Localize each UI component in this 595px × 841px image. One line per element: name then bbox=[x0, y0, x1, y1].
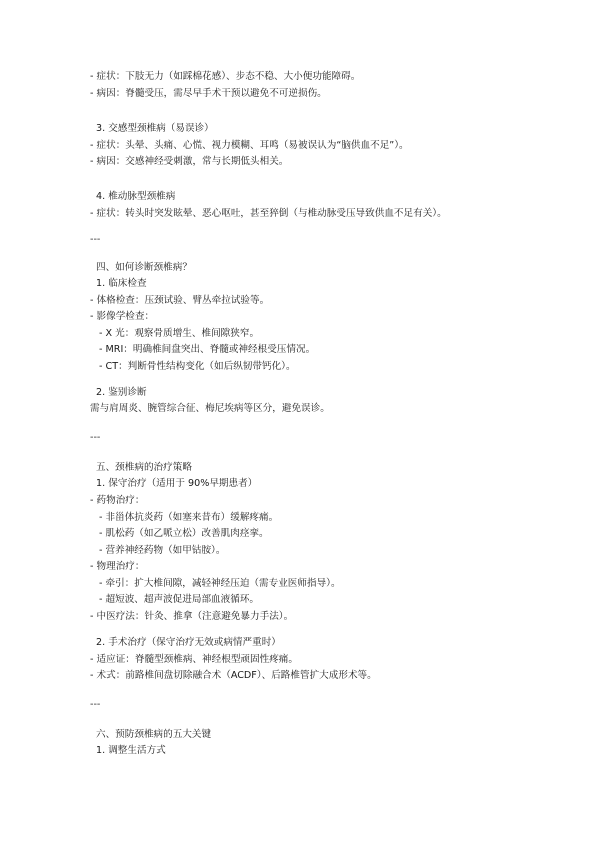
text-line: - 药物治疗： bbox=[90, 495, 145, 506]
text-line: - 非甾体抗炎药（如塞来昔布）缓解疼痛。 bbox=[99, 512, 279, 523]
section-heading: 4. 椎动脉型颈椎病 bbox=[96, 191, 176, 202]
section-heading: 1. 保守治疗（适用于 90%早期患者） bbox=[96, 478, 258, 489]
text-line: 需与肩周炎、腕管综合征、梅尼埃病等区分，避免误诊。 bbox=[90, 403, 330, 414]
separator: --- bbox=[90, 234, 101, 245]
chapter-heading: 六、预防颈椎病的五大关键 bbox=[96, 729, 212, 740]
separator: --- bbox=[90, 699, 101, 710]
section-heading: 2. 手术治疗（保守治疗无效或病情严重时） bbox=[96, 637, 281, 648]
text-line: - MRI：明确椎间盘突出、脊髓或神经根受压情况。 bbox=[99, 344, 316, 355]
text-line: - 症状：下肢无力（如踩棉花感）、步态不稳、大小便功能障碍。 bbox=[90, 71, 361, 82]
text-line: - 症状：头晕、头痛、心慌、视力模糊、耳鸣（易被误认为“脑供血不足”）。 bbox=[90, 140, 409, 151]
section-heading: 1. 临床检查 bbox=[96, 278, 147, 289]
text-line: - X 光：观察骨质增生、椎间隙狭窄。 bbox=[99, 328, 260, 339]
text-line: - 营养神经药物（如甲钴胺）。 bbox=[99, 545, 226, 556]
section-heading: 1. 调整生活方式 bbox=[96, 745, 166, 756]
separator: --- bbox=[90, 432, 101, 443]
text-line: - 症状：转头时突发眩晕、恶心呕吐，甚至猝倒（与椎动脉受压导致供血不足有关）。 bbox=[90, 208, 447, 219]
text-line: - 术式：前路椎间盘切除融合术（ACDF）、后路椎管扩大成形术等。 bbox=[90, 670, 377, 681]
text-line: - 病因：脊髓受压，需尽早手术干预以避免不可逆损伤。 bbox=[90, 88, 327, 99]
text-line: - 物理治疗： bbox=[90, 561, 145, 572]
text-line: - 病因：交感神经受刺激，常与长期低头相关。 bbox=[90, 156, 289, 167]
text-line: - 影像学检查： bbox=[90, 311, 155, 322]
chapter-heading: 四、如何诊断颈椎病？ bbox=[96, 262, 192, 273]
text-line: - 超短波、超声波促进局部血液循环。 bbox=[99, 594, 260, 605]
section-heading: 3. 交感型颈椎病（易误诊） bbox=[96, 123, 214, 134]
text-line: - 中医疗法：针灸、推拿（注意避免暴力手法）。 bbox=[90, 611, 294, 622]
text-line: - CT：判断骨性结构变化（如后纵韧带钙化）。 bbox=[99, 361, 296, 372]
section-heading: 2. 鉴别诊断 bbox=[96, 387, 147, 398]
text-line: - 适应证：脊髓型颈椎病、神经根型顽固性疼痛。 bbox=[90, 654, 298, 665]
text-line: - 体格检查：压颈试验、臂丛牵拉试验等。 bbox=[90, 295, 270, 306]
text-line: - 肌松药（如乙哌立松）改善肌肉痉挛。 bbox=[99, 528, 269, 539]
text-line: - 牵引：扩大椎间隙，减轻神经压迫（需专业医师指导）。 bbox=[99, 578, 341, 589]
chapter-heading: 五、颈椎病的治疗策略 bbox=[96, 462, 192, 473]
